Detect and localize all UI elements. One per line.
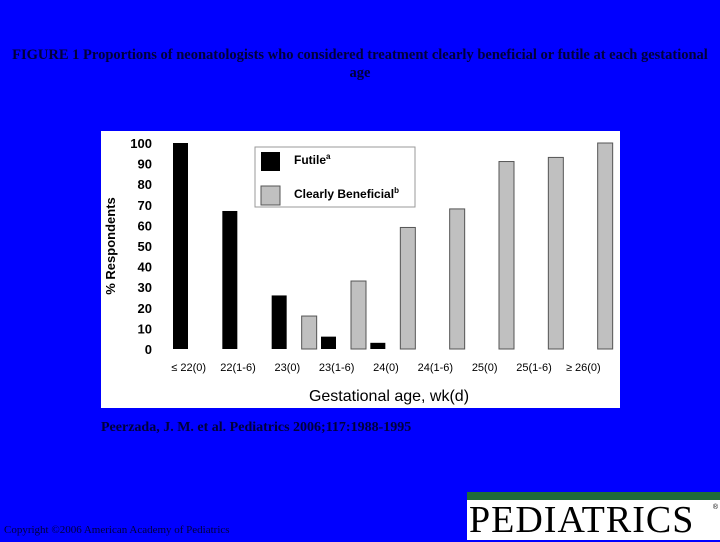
y-tick-label: 70 [137,197,152,213]
citation: Peerzada, J. M. et al. Pediatrics 2006;117:1988-1995 [101,420,412,435]
x-tick-label: 24(1-6) [417,362,454,374]
legend-superscript-clearly-beneficial: b [394,186,399,195]
y-tick-label: 0 [144,342,152,357]
bar-clearly-beneficial [548,157,563,349]
bar-futile [272,295,287,349]
x-tick-label: 24(0) [373,362,399,374]
y-tick-label: 20 [137,300,152,316]
y-tick-label: 50 [137,239,152,254]
y-tick-label: 90 [137,156,152,172]
x-axis-label: Gestational age, wk(d) [308,388,470,405]
x-tick-label: 23(0) [274,362,301,374]
legend-label-clearly-beneficial: Clearly Beneficial$^b$ [294,186,399,201]
y-tick-label: 10 [137,321,152,337]
figure-title: FIGURE 1 Proportions of neonatologists who considered treatment clearly beneficial or futile at each gestational age [12,47,708,81]
x-tick-label: 22(1-6) [220,362,256,374]
copyright-notice: Copyright ©2006 American Academy of Pediatrics [4,524,230,536]
bar-clearly-beneficial [302,316,317,349]
bar-futile [370,343,385,349]
logo-text: PEDIATRICS [469,499,695,541]
y-tick-label: 40 [137,259,152,275]
x-tick-label: ≤ 22(0) [171,362,207,374]
bar-futile [173,143,188,349]
y-tick-label: 60 [137,218,152,234]
chart-area [101,131,620,408]
x-tick-label: 25(0) [471,362,498,374]
bar-chart [101,131,620,408]
pediatrics-logo [467,492,720,540]
bar-futile [321,337,336,349]
bar-clearly-beneficial [351,281,366,349]
legend-label-futile: Futile$^a$ [294,152,331,167]
y-tick-label: 100 [130,136,152,151]
bar-clearly-beneficial [400,227,415,349]
legend-swatch-futile [261,152,280,171]
bar-clearly-beneficial [450,209,465,349]
x-tick-label: 25(1-6) [516,362,552,374]
bar-futile [222,211,237,349]
y-tick-label: 80 [137,177,152,193]
x-tick-label: 23(1-6) [318,362,355,374]
y-axis-label: % Respondents [103,197,118,295]
bar-clearly-beneficial [598,143,613,349]
legend-swatch-clearly-beneficial [261,186,280,205]
x-tick-label: ≥ 26(0) [565,362,601,374]
legend-superscript-futile: a [326,152,331,161]
y-tick-label: 30 [137,280,152,296]
bar-clearly-beneficial [499,162,514,349]
logo-registered-mark: ® [712,504,718,511]
